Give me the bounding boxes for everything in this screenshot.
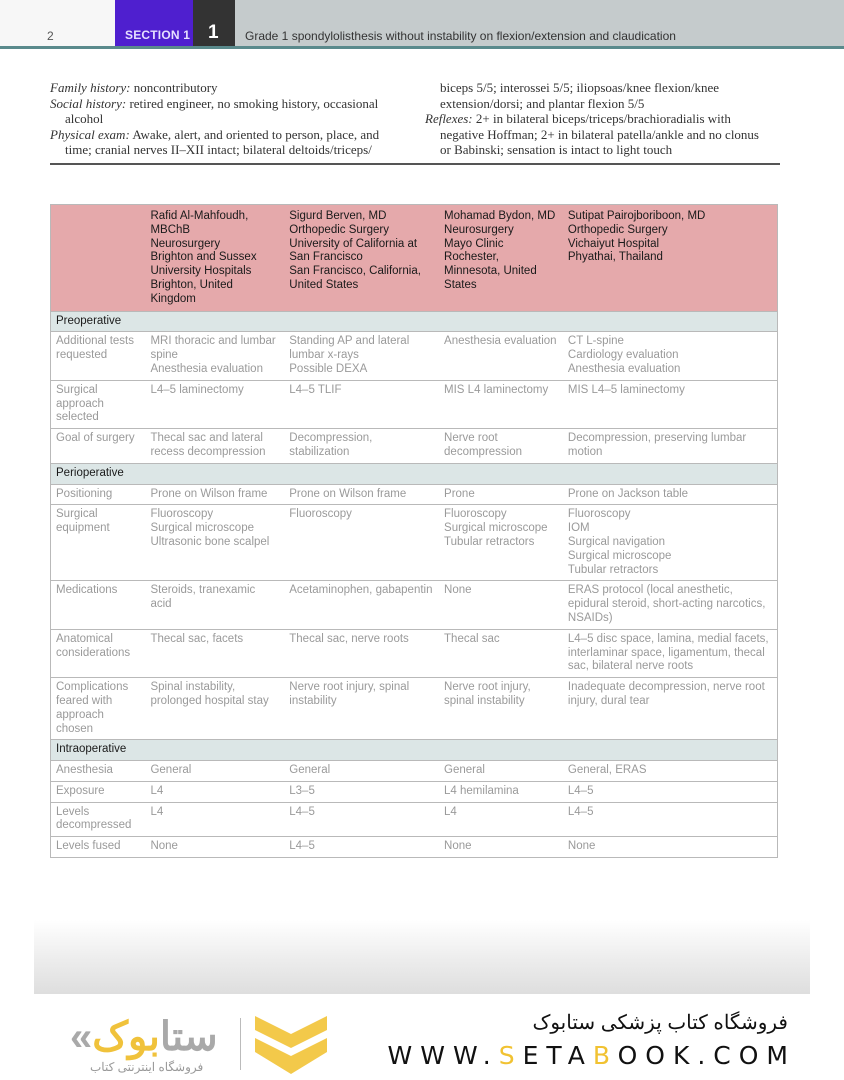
case-text-right-column [425,80,770,158]
logo-subtitle: فروشگاه اینترنتی کتاب [90,1060,204,1074]
row-label: Goal of surgery [51,429,146,464]
table-cell-surgeon-2: L4–5 [284,802,439,837]
page-number-area [0,0,115,47]
logo-divider [240,1018,241,1070]
surgeon-comparison-table [50,204,778,858]
table-cell-surgeon-4: None [563,837,778,858]
table-cell-surgeon-3: Thecal sac [439,629,563,677]
section-tab [115,0,193,47]
table-cell-surgeon-1: General [145,761,284,782]
table-cell-surgeon-4: Inadequate decompression, nerve root injury, dural tear [563,678,778,740]
row-label: Anesthesia [51,761,146,782]
table-cell-surgeon-1: MRI thoracic and lumbar spine Anesthesia evaluation [145,332,284,380]
section-label: SECTION 1 [125,28,191,42]
table-cell-surgeon-1: Thecal sac, facets [145,629,284,677]
table-cell-surgeon-2: Acetaminophen, gabapentin [284,581,439,629]
table-cell-surgeon-2: Decompression, stabilization [284,429,439,464]
reflexes: Reflexes: 2+ in bilateral biceps/triceps/brachioradialis with negative Hoffman; 2+ in bilateral patella/ankle and no clonus or Babinski; sensation is intact to light touch [425,111,759,157]
row-label: Exposure [51,781,146,802]
table-row [51,484,778,505]
table-cell-surgeon-1: L4 [145,802,284,837]
chapter-title: Grade 1 spondylolisthesis without instability on flexion/extension and claudication [245,29,676,43]
table-cell-surgeon-2: L3–5 [284,781,439,802]
running-header [0,0,844,47]
table-cell-surgeon-4: Prone on Jackson table [563,484,778,505]
setabook-logo [70,1010,340,1080]
table-cell-surgeon-3: L4 hemilamina [439,781,563,802]
table-row [51,332,778,380]
case-text-divider [50,163,780,165]
chevron-logo-icon [255,1016,327,1074]
table-cell-surgeon-4: L4–5 disc space, lamina, medial facets, interlaminar space, ligamentum, thecal sac, bilateral nerve roots [563,629,778,677]
surgeon-2-header: Sigurd Berven, MD Orthopedic Surgery University of California at San Francisco San Francisco, California, United States [284,205,439,312]
chapter-number-tab [193,0,235,47]
table-body [51,311,778,858]
table-cell-surgeon-4: General, ERAS [563,761,778,782]
store-url[interactable]: WWW.SETABOOK.COM [387,1041,796,1070]
row-label: Surgical equipment [51,505,146,581]
table-cell-surgeon-1: Steroids, tranexamic acid [145,581,284,629]
section-row-preoperative [51,311,778,332]
table-row [51,581,778,629]
table-cell-surgeon-4: ERAS protocol (local anesthetic, epidural steroid, short-acting narcotics, NSAIDs) [563,581,778,629]
social-history: Social history: retired engineer, no smoking history, occasional alcohol [50,95,379,126]
surgeon-header-row [51,205,778,312]
table-cell-surgeon-2: Standing AP and lateral lumbar x-rays Possible DEXA [284,332,439,380]
table-cell-surgeon-2: Thecal sac, nerve roots [284,629,439,677]
table-cell-surgeon-4: CT L-spine Cardiology evaluation Anesthesia evaluation [563,332,778,380]
chapter-number: 1 [208,22,219,43]
family-history: Family history: noncontributory [50,80,218,95]
table-cell-surgeon-4: Fluoroscopy IOM Surgical navigation Surgical microscope Tubular retractors [563,505,778,581]
table-cell-surgeon-4: L4–5 [563,781,778,802]
table-cell-surgeon-2: L4–5 [284,837,439,858]
table-cell-surgeon-1: None [145,837,284,858]
table-row [51,505,778,581]
page-number: 2 [47,29,54,43]
section-title: Preoperative [51,311,778,332]
table-cell-surgeon-1: Spinal instability, prolonged hospital stay [145,678,284,740]
table-row [51,837,778,858]
table-cell-surgeon-3: Fluoroscopy Surgical microscope Tubular retractors [439,505,563,581]
row-label: Levels fused [51,837,146,858]
logo-wordmark: «ستابوک [70,1015,218,1059]
table-cell-surgeon-4: L4–5 [563,802,778,837]
header-blank-cell [51,205,146,312]
table-cell-surgeon-2: General [284,761,439,782]
table-row [51,678,778,740]
store-name: فروشگاه کتاب پزشکی ستابوک [532,1012,788,1034]
row-label: Positioning [51,484,146,505]
table-row [51,380,778,428]
table-cell-surgeon-3: None [439,581,563,629]
table-cell-surgeon-4: MIS L4–5 laminectomy [563,380,778,428]
surgeon-3-header: Mohamad Bydon, MD Neurosurgery Mayo Clinic Rochester, Minnesota, United States [439,205,563,312]
table-cell-surgeon-3: MIS L4 laminectomy [439,380,563,428]
footer-shade [34,920,810,994]
table-cell-surgeon-3: None [439,837,563,858]
row-label: Complications feared with approach chosen [51,678,146,740]
surgeon-4-header: Sutipat Pairojboriboon, MD Orthopedic Surgery Vichaiyut Hospital Phyathai, Thailand [563,205,778,312]
table-cell-surgeon-3: Prone [439,484,563,505]
table-cell-surgeon-3: Nerve root decompression [439,429,563,464]
table-cell-surgeon-2: L4–5 TLIF [284,380,439,428]
row-label: Surgical approach selected [51,380,146,428]
table-cell-surgeon-4: Decompression, preserving lumbar motion [563,429,778,464]
table-cell-surgeon-1: Prone on Wilson frame [145,484,284,505]
table-row [51,761,778,782]
table-row [51,781,778,802]
table-cell-surgeon-3: L4 [439,802,563,837]
physical-exam-continued: biceps 5/5; interossei 5/5; iliopsoas/knee flexion/knee extension/dorsi; and plantar flexion 5/5 [440,80,720,111]
table-cell-surgeon-3: General [439,761,563,782]
row-label: Additional tests requested [51,332,146,380]
table-cell-surgeon-2: Prone on Wilson frame [284,484,439,505]
header-rule [0,46,844,49]
table-cell-surgeon-1: L4–5 laminectomy [145,380,284,428]
case-text-left-column [50,80,395,158]
table-cell-surgeon-3: Anesthesia evaluation [439,332,563,380]
section-row-perioperative [51,463,778,484]
physical-exam: Physical exam: Awake, alert, and oriented to person, place, and time; cranial nerves II–XII intact; bilateral deltoids/triceps/ [50,126,380,157]
chapter-title-band [235,0,844,47]
table-cell-surgeon-1: L4 [145,781,284,802]
table-cell-surgeon-2: Nerve root injury, spinal instability [284,678,439,740]
table-cell-surgeon-3: Nerve root injury, spinal instability [439,678,563,740]
table-row [51,802,778,837]
section-title: Perioperative [51,463,778,484]
row-label: Levels decompressed [51,802,146,837]
table-cell-surgeon-2: Fluoroscopy [284,505,439,581]
table-row [51,429,778,464]
section-row-intraoperative [51,740,778,761]
section-title: Intraoperative [51,740,778,761]
surgeon-1-header: Rafid Al-Mahfoudh, MBChB Neurosurgery Brighton and Sussex University Hospitals Brighton, United Kingdom [145,205,284,312]
table-row [51,629,778,677]
row-label: Anatomical considerations [51,629,146,677]
row-label: Medications [51,581,146,629]
table-cell-surgeon-1: Thecal sac and lateral recess decompression [145,429,284,464]
table-cell-surgeon-1: Fluoroscopy Surgical microscope Ultrasonic bone scalpel [145,505,284,581]
